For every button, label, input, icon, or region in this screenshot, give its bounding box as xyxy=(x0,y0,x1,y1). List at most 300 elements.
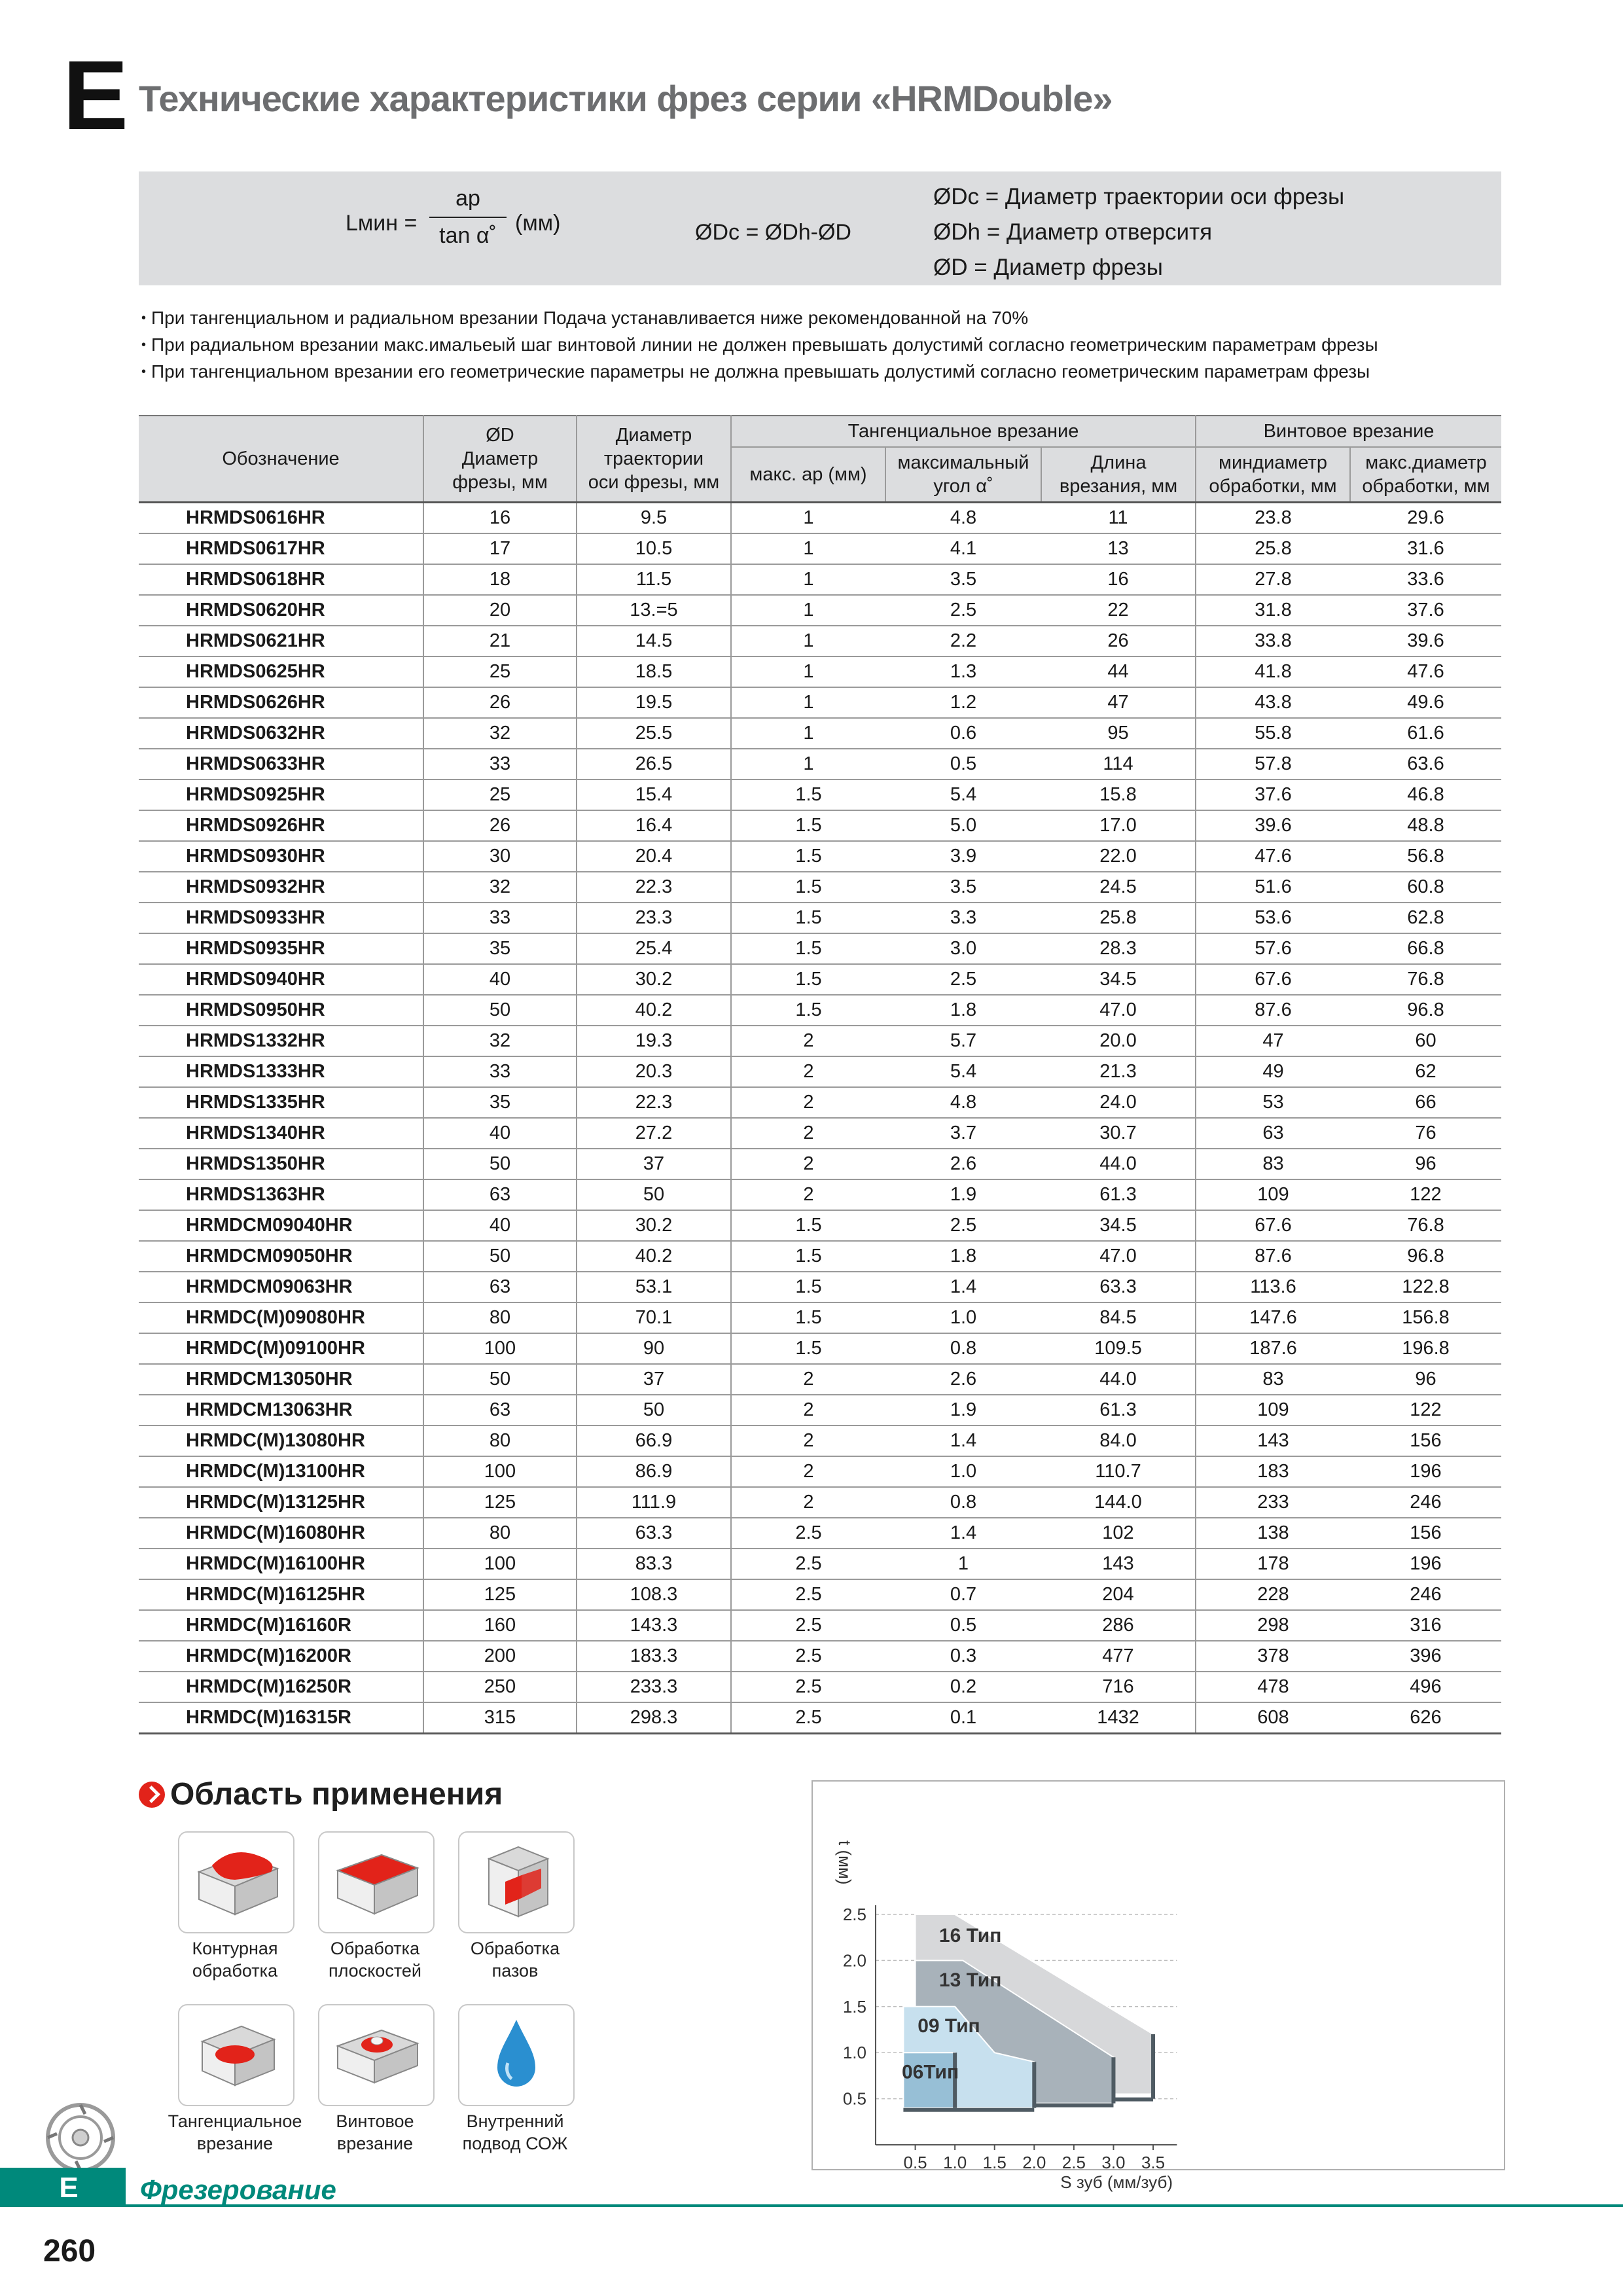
table-row xyxy=(139,810,1501,841)
cell-designation: HRMDS0626HR xyxy=(139,687,423,718)
th-max-diameter: макс.диаметр обработки, мм xyxy=(1350,447,1501,503)
table-cell: 1 xyxy=(731,656,885,687)
x-tick-label: 3.5 xyxy=(1141,2153,1166,2172)
table-row xyxy=(139,903,1501,933)
table-cell: 30.7 xyxy=(1041,1118,1196,1149)
table-cell: 2.5 xyxy=(885,595,1041,626)
application-title: Область применения xyxy=(170,1777,503,1812)
table-cell: 496 xyxy=(1350,1672,1501,1702)
table-cell: 4.8 xyxy=(885,503,1041,534)
table-cell: 25.4 xyxy=(577,933,731,964)
x-tick-label: 2.5 xyxy=(1061,2153,1086,2172)
table-cell: 2 xyxy=(731,1487,885,1518)
table-cell: 2 xyxy=(731,1456,885,1487)
table-cell: 46.8 xyxy=(1350,780,1501,810)
table-cell: 25.5 xyxy=(577,718,731,749)
table-cell: 246 xyxy=(1350,1579,1501,1610)
table-cell: 1 xyxy=(731,718,885,749)
table-cell: 30 xyxy=(423,841,577,872)
th-helical: Винтовое врезание xyxy=(1196,416,1501,447)
table-cell: 228 xyxy=(1196,1579,1350,1610)
table-cell: 183.3 xyxy=(577,1641,731,1672)
table-cell: 24.0 xyxy=(1041,1087,1196,1118)
table-cell: 21 xyxy=(423,626,577,656)
table-cell: 30.2 xyxy=(577,964,731,995)
table-cell: 298 xyxy=(1196,1610,1350,1641)
cell-designation: HRMDS1363HR xyxy=(139,1179,423,1210)
cell-designation: HRMDS0925HR xyxy=(139,780,423,810)
table-cell: 1.5 xyxy=(731,810,885,841)
table-cell: 2 xyxy=(731,1179,885,1210)
table-cell: 83.3 xyxy=(577,1549,731,1579)
table-cell: 2 xyxy=(731,1118,885,1149)
table-cell: 0.2 xyxy=(885,1672,1041,1702)
table-cell: 32 xyxy=(423,872,577,903)
table-cell: 315 xyxy=(423,1702,577,1734)
table-cell: 20.4 xyxy=(577,841,731,872)
cell-designation: HRMDCM13050HR xyxy=(139,1364,423,1395)
table-cell: 138 xyxy=(1196,1518,1350,1549)
table-row xyxy=(139,1579,1501,1610)
footer-bar xyxy=(0,2168,1623,2207)
table-cell: 47 xyxy=(1041,687,1196,718)
table-cell: 41.8 xyxy=(1196,656,1350,687)
th-entry-length: Длина врезания, мм xyxy=(1041,447,1196,503)
table-cell: 60.8 xyxy=(1350,872,1501,903)
th-tangential: Тангенциальное врезание xyxy=(731,416,1196,447)
table-cell: 250 xyxy=(423,1672,577,1702)
definition-dc: ØDc = Диаметр траектории оси фрезы xyxy=(933,184,1345,209)
table-cell: 1 xyxy=(731,595,885,626)
table-cell: 2.2 xyxy=(885,626,1041,656)
table-row xyxy=(139,1056,1501,1087)
table-cell: 114 xyxy=(1041,749,1196,780)
table-cell: 34.5 xyxy=(1041,964,1196,995)
cell-designation: HRMDS0618HR xyxy=(139,564,423,595)
table-cell: 5.4 xyxy=(885,780,1041,810)
table-cell: 33 xyxy=(423,903,577,933)
table-cell: 20 xyxy=(423,595,577,626)
table-cell: 18 xyxy=(423,564,577,595)
table-cell: 51.6 xyxy=(1196,872,1350,903)
table-cell: 19.3 xyxy=(577,1026,731,1056)
table-cell: 1.0 xyxy=(885,1302,1041,1333)
cell-designation: HRMDC(M)16315R xyxy=(139,1702,423,1734)
table-cell: 50 xyxy=(423,1241,577,1272)
table-cell: 102 xyxy=(1041,1518,1196,1549)
table-cell: 30.2 xyxy=(577,1210,731,1241)
cell-designation: HRMDS0632HR xyxy=(139,718,423,749)
th-designation: Обозначение xyxy=(139,416,423,503)
table-row xyxy=(139,1087,1501,1118)
table-cell: 39.6 xyxy=(1196,810,1350,841)
table-cell: 63 xyxy=(423,1395,577,1426)
table-cell: 125 xyxy=(423,1487,577,1518)
th-trajectory-diameter: Диаметр траектории оси фрезы, мм xyxy=(577,416,731,503)
table-row xyxy=(139,1272,1501,1302)
cell-designation: HRMDC(M)09100HR xyxy=(139,1333,423,1364)
table-cell: 1.5 xyxy=(731,841,885,872)
table-cell: 66 xyxy=(1350,1087,1501,1118)
arrow-bullet-icon xyxy=(139,1782,165,1808)
table-cell: 63.3 xyxy=(577,1518,731,1549)
table-cell: 17.0 xyxy=(1041,810,1196,841)
table-cell: 44.0 xyxy=(1041,1364,1196,1395)
table-cell: 61.6 xyxy=(1350,718,1501,749)
table-cell: 108.3 xyxy=(577,1579,731,1610)
table-cell: 50 xyxy=(423,1149,577,1179)
table-cell: 26 xyxy=(1041,626,1196,656)
table-cell: 50 xyxy=(423,1364,577,1395)
table-row xyxy=(139,1395,1501,1426)
x-tick-label: 0.5 xyxy=(903,2153,927,2172)
table-cell: 57.6 xyxy=(1196,933,1350,964)
cell-designation: HRMDC(M)16100HR xyxy=(139,1549,423,1579)
table-cell: 87.6 xyxy=(1196,1241,1350,1272)
table-cell: 83 xyxy=(1196,1149,1350,1179)
table-cell: 1.5 xyxy=(731,995,885,1026)
cell-designation: HRMDS0933HR xyxy=(139,903,423,933)
table-cell: 1.5 xyxy=(731,933,885,964)
table-cell: 204 xyxy=(1041,1579,1196,1610)
table-cell: 122 xyxy=(1350,1179,1501,1210)
table-cell: 1.2 xyxy=(885,687,1041,718)
table-cell: 31.6 xyxy=(1350,533,1501,564)
table-cell: 9.5 xyxy=(577,503,731,534)
table-cell: 1.5 xyxy=(731,780,885,810)
table-cell: 1.5 xyxy=(731,964,885,995)
table-cell: 84.0 xyxy=(1041,1426,1196,1456)
table-cell: 47.6 xyxy=(1196,841,1350,872)
cell-designation: HRMDC(M)16160R xyxy=(139,1610,423,1641)
table-cell: 11 xyxy=(1041,503,1196,534)
table-cell: 100 xyxy=(423,1456,577,1487)
label-slot-milling: Обработка пазов xyxy=(470,1939,560,1981)
application-heading xyxy=(139,1776,503,1812)
formula-numerator: ap xyxy=(429,186,507,218)
shadow-bar xyxy=(903,2108,1034,2112)
cell-designation: HRMDC(M)13080HR xyxy=(139,1426,423,1456)
series-label: 13 Тип xyxy=(938,1969,1002,1991)
table-cell: 63 xyxy=(423,1272,577,1302)
table-cell: 2 xyxy=(731,1426,885,1456)
table-row xyxy=(139,995,1501,1026)
table-cell: 49 xyxy=(1196,1056,1350,1087)
table-cell: 50 xyxy=(577,1395,731,1426)
table-cell: 20.3 xyxy=(577,1056,731,1087)
formula-denominator: tan α˚ xyxy=(439,223,497,248)
table-cell: 2 xyxy=(731,1364,885,1395)
table-cell: 35 xyxy=(423,1087,577,1118)
table-cell: 26.5 xyxy=(577,749,731,780)
table-cell: 0.3 xyxy=(885,1641,1041,1672)
table-cell: 26 xyxy=(423,810,577,841)
table-cell: 1.8 xyxy=(885,1241,1041,1272)
table-cell: 1.5 xyxy=(731,1302,885,1333)
table-row xyxy=(139,1702,1501,1734)
table-cell: 2.5 xyxy=(731,1579,885,1610)
table-cell: 48.8 xyxy=(1350,810,1501,841)
table-cell: 3.3 xyxy=(885,903,1041,933)
table-cell: 19.5 xyxy=(577,687,731,718)
coolant-drop-icon xyxy=(458,2004,575,2106)
table-cell: 96.8 xyxy=(1350,995,1501,1026)
table-cell: 246 xyxy=(1350,1487,1501,1518)
table-cell: 83 xyxy=(1196,1364,1350,1395)
table-cell: 17 xyxy=(423,533,577,564)
table-cell: 47.6 xyxy=(1350,656,1501,687)
table-cell: 96 xyxy=(1350,1364,1501,1395)
table-cell: 1.5 xyxy=(731,903,885,933)
table-cell: 80 xyxy=(423,1426,577,1456)
table-cell: 608 xyxy=(1196,1702,1350,1734)
contour-milling-icon xyxy=(178,1831,294,1933)
table-row xyxy=(139,1333,1501,1364)
table-cell: 122.8 xyxy=(1350,1272,1501,1302)
table-cell: 1 xyxy=(731,564,885,595)
depth-feed-chart xyxy=(813,1782,1504,2192)
label-helical-entry: Винтовое врезание xyxy=(336,2111,414,2153)
table-cell: 32 xyxy=(423,718,577,749)
table-cell: 33.6 xyxy=(1350,564,1501,595)
table-row xyxy=(139,964,1501,995)
cell-designation: HRMDS0620HR xyxy=(139,595,423,626)
table-cell: 109.5 xyxy=(1041,1333,1196,1364)
x-tick-label: 3.0 xyxy=(1101,2153,1126,2172)
table-cell: 143 xyxy=(1196,1426,1350,1456)
table-row xyxy=(139,564,1501,595)
table-cell: 196.8 xyxy=(1350,1333,1501,1364)
table-cell: 0.8 xyxy=(885,1487,1041,1518)
cell-designation: HRMDCM09050HR xyxy=(139,1241,423,1272)
y-tick-label: 1.5 xyxy=(842,1996,866,2017)
table-cell: 1 xyxy=(731,687,885,718)
table-cell: 143.3 xyxy=(577,1610,731,1641)
table-cell: 0.1 xyxy=(885,1702,1041,1734)
cell-designation: HRMDCM09063HR xyxy=(139,1272,423,1302)
table-cell: 716 xyxy=(1041,1672,1196,1702)
formula-definitions xyxy=(933,179,1344,285)
table-cell: 39.6 xyxy=(1350,626,1501,656)
table-cell: 53.6 xyxy=(1196,903,1350,933)
definition-d: ØD = Диаметр фрезы xyxy=(933,255,1163,280)
cell-designation: HRMDCM09040HR xyxy=(139,1210,423,1241)
table-cell: 60 xyxy=(1350,1026,1501,1056)
page-title: Технические характеристики фрез серии «HRMDouble» xyxy=(139,78,1113,119)
table-cell: 143 xyxy=(1041,1549,1196,1579)
table-cell: 477 xyxy=(1041,1641,1196,1672)
table-cell: 111.9 xyxy=(577,1487,731,1518)
table-cell: 37.6 xyxy=(1196,780,1350,810)
footer-section-name: Фрезерование xyxy=(140,2174,336,2205)
table-cell: 1.5 xyxy=(731,1210,885,1241)
table-cell: 24.5 xyxy=(1041,872,1196,903)
table-cell: 47 xyxy=(1196,1026,1350,1056)
cell-designation: HRMDS1340HR xyxy=(139,1118,423,1149)
label-tangential-entry: Тангенциальное врезание xyxy=(168,2111,302,2153)
table-cell: 40 xyxy=(423,964,577,995)
table-row xyxy=(139,780,1501,810)
table-cell: 53.1 xyxy=(577,1272,731,1302)
table-cell: 10.5 xyxy=(577,533,731,564)
table-cell: 1.3 xyxy=(885,656,1041,687)
table-cell: 66.8 xyxy=(1350,933,1501,964)
table-cell: 96.8 xyxy=(1350,1241,1501,1272)
label-face-milling: Обработка плоскостей xyxy=(329,1939,421,1981)
table-cell: 233.3 xyxy=(577,1672,731,1702)
table-row xyxy=(139,1241,1501,1272)
table-cell: 156 xyxy=(1350,1426,1501,1456)
cell-designation: HRMDC(M)13125HR xyxy=(139,1487,423,1518)
note-item: • При радиальном врезании макс.имальеый шаг винтовой линии не должен превышать долустимй согласно геометрическим параметрам фрезы xyxy=(141,332,1378,359)
table-cell: 47.0 xyxy=(1041,1241,1196,1272)
table-cell: 63.3 xyxy=(1041,1272,1196,1302)
table-cell: 122 xyxy=(1350,1395,1501,1426)
tangential-entry-icon xyxy=(178,2004,294,2106)
table-cell: 0.7 xyxy=(885,1579,1041,1610)
table-cell: 16 xyxy=(1041,564,1196,595)
table-cell: 1 xyxy=(731,626,885,656)
table-cell: 109 xyxy=(1196,1395,1350,1426)
table-cell: 84.5 xyxy=(1041,1302,1196,1333)
x-tick-label: 1.5 xyxy=(982,2153,1007,2172)
cell-designation: HRMDS1333HR xyxy=(139,1056,423,1087)
table-cell: 50 xyxy=(423,995,577,1026)
table-cell: 96 xyxy=(1350,1149,1501,1179)
shadow-bar xyxy=(1113,2098,1153,2102)
table-cell: 62 xyxy=(1350,1056,1501,1087)
table-cell: 196 xyxy=(1350,1456,1501,1487)
table-cell: 1 xyxy=(731,503,885,534)
table-cell: 37 xyxy=(577,1149,731,1179)
notes-list xyxy=(141,306,1378,386)
table-cell: 2.6 xyxy=(885,1364,1041,1395)
table-cell: 626 xyxy=(1350,1702,1501,1734)
table-cell: 67.6 xyxy=(1196,964,1350,995)
definition-dh: ØDh = Диаметр отверситя xyxy=(933,219,1213,245)
cell-designation: HRMDS1350HR xyxy=(139,1149,423,1179)
section-letter: E xyxy=(63,40,129,150)
table-row xyxy=(139,687,1501,718)
table-cell: 2.6 xyxy=(885,1149,1041,1179)
table-cell: 23.8 xyxy=(1196,503,1350,534)
table-cell: 25 xyxy=(423,780,577,810)
label-contour-milling: Контурная обработка xyxy=(192,1939,278,1981)
table-cell: 76.8 xyxy=(1350,1210,1501,1241)
table-cell: 21.3 xyxy=(1041,1056,1196,1087)
table-row xyxy=(139,595,1501,626)
table-cell: 1.9 xyxy=(885,1395,1041,1426)
series-label: 06Тип xyxy=(902,2061,959,2083)
table-row xyxy=(139,1487,1501,1518)
table-cell: 109 xyxy=(1196,1179,1350,1210)
cell-designation: HRMDS0617HR xyxy=(139,533,423,564)
helical-entry-icon xyxy=(318,2004,435,2106)
cell-designation: HRMDC(M)16125HR xyxy=(139,1579,423,1610)
table-cell: 33.8 xyxy=(1196,626,1350,656)
table-row xyxy=(139,533,1501,564)
table-cell: 87.6 xyxy=(1196,995,1350,1026)
y-tick-label: 0.5 xyxy=(842,2089,866,2109)
formula-fraction xyxy=(429,186,507,249)
table-cell: 44.0 xyxy=(1041,1149,1196,1179)
table-cell: 378 xyxy=(1196,1641,1350,1672)
table-cell: 3.0 xyxy=(885,933,1041,964)
label-coolant: Внутренний подвод СОЖ xyxy=(462,2111,568,2153)
series-label: 09 Тип xyxy=(918,2015,980,2037)
table-cell: 1.8 xyxy=(885,995,1041,1026)
table-row xyxy=(139,1210,1501,1241)
shadow-bar xyxy=(1034,2104,1113,2108)
table-cell: 1.4 xyxy=(885,1518,1041,1549)
table-cell: 22.3 xyxy=(577,1087,731,1118)
table-cell: 233 xyxy=(1196,1487,1350,1518)
table-row xyxy=(139,1118,1501,1149)
shadow-bar xyxy=(1111,2057,1115,2103)
cell-designation: HRMDS1332HR xyxy=(139,1026,423,1056)
table-row xyxy=(139,841,1501,872)
table-cell: 33 xyxy=(423,749,577,780)
table-cell: 15.4 xyxy=(577,780,731,810)
table-cell: 1.5 xyxy=(731,1333,885,1364)
table-cell: 2 xyxy=(731,1149,885,1179)
table-cell: 70.1 xyxy=(577,1302,731,1333)
table-row xyxy=(139,656,1501,687)
formula-lmin: Lмин = xyxy=(346,211,418,236)
th-diameter: ØD Диаметр фрезы, мм xyxy=(423,416,577,503)
table-cell: 286 xyxy=(1041,1610,1196,1641)
table-row xyxy=(139,626,1501,656)
table-cell: 1.0 xyxy=(885,1456,1041,1487)
table-row xyxy=(139,1672,1501,1702)
table-cell: 156 xyxy=(1350,1518,1501,1549)
table-row xyxy=(139,1549,1501,1579)
table-cell: 67.6 xyxy=(1196,1210,1350,1241)
table-cell: 16.4 xyxy=(577,810,731,841)
table-cell: 63.6 xyxy=(1350,749,1501,780)
cell-designation: HRMDS0633HR xyxy=(139,749,423,780)
note-item: • При тангенциальном и радиальном врезании Подача устанавливается ниже рекомендованной на 70% xyxy=(141,306,1378,332)
table-cell: 33 xyxy=(423,1056,577,1087)
table-cell: 0.5 xyxy=(885,1610,1041,1641)
table-cell: 396 xyxy=(1350,1641,1501,1672)
table-cell: 0.6 xyxy=(885,718,1041,749)
cell-designation: HRMDS0935HR xyxy=(139,933,423,964)
table-cell: 55.8 xyxy=(1196,718,1350,749)
table-cell: 49.6 xyxy=(1350,687,1501,718)
table-cell: 1.5 xyxy=(731,872,885,903)
table-cell: 1.5 xyxy=(731,1241,885,1272)
table-cell: 27.8 xyxy=(1196,564,1350,595)
y-tick-label: 2.5 xyxy=(842,1905,866,1924)
table-cell: 20.0 xyxy=(1041,1026,1196,1056)
cell-designation: HRMDS1335HR xyxy=(139,1087,423,1118)
table-cell: 28.3 xyxy=(1041,933,1196,964)
table-row xyxy=(139,1026,1501,1056)
table-cell: 40.2 xyxy=(577,1241,731,1272)
table-cell: 125 xyxy=(423,1579,577,1610)
table-cell: 178 xyxy=(1196,1549,1350,1579)
table-cell: 16 xyxy=(423,503,577,534)
table-cell: 43.8 xyxy=(1196,687,1350,718)
table-row xyxy=(139,1426,1501,1456)
table-cell: 1.5 xyxy=(731,1272,885,1302)
table-cell: 80 xyxy=(423,1302,577,1333)
table-row xyxy=(139,1610,1501,1641)
table-cell: 25 xyxy=(423,656,577,687)
table-cell: 0.5 xyxy=(885,749,1041,780)
table-row xyxy=(139,1149,1501,1179)
